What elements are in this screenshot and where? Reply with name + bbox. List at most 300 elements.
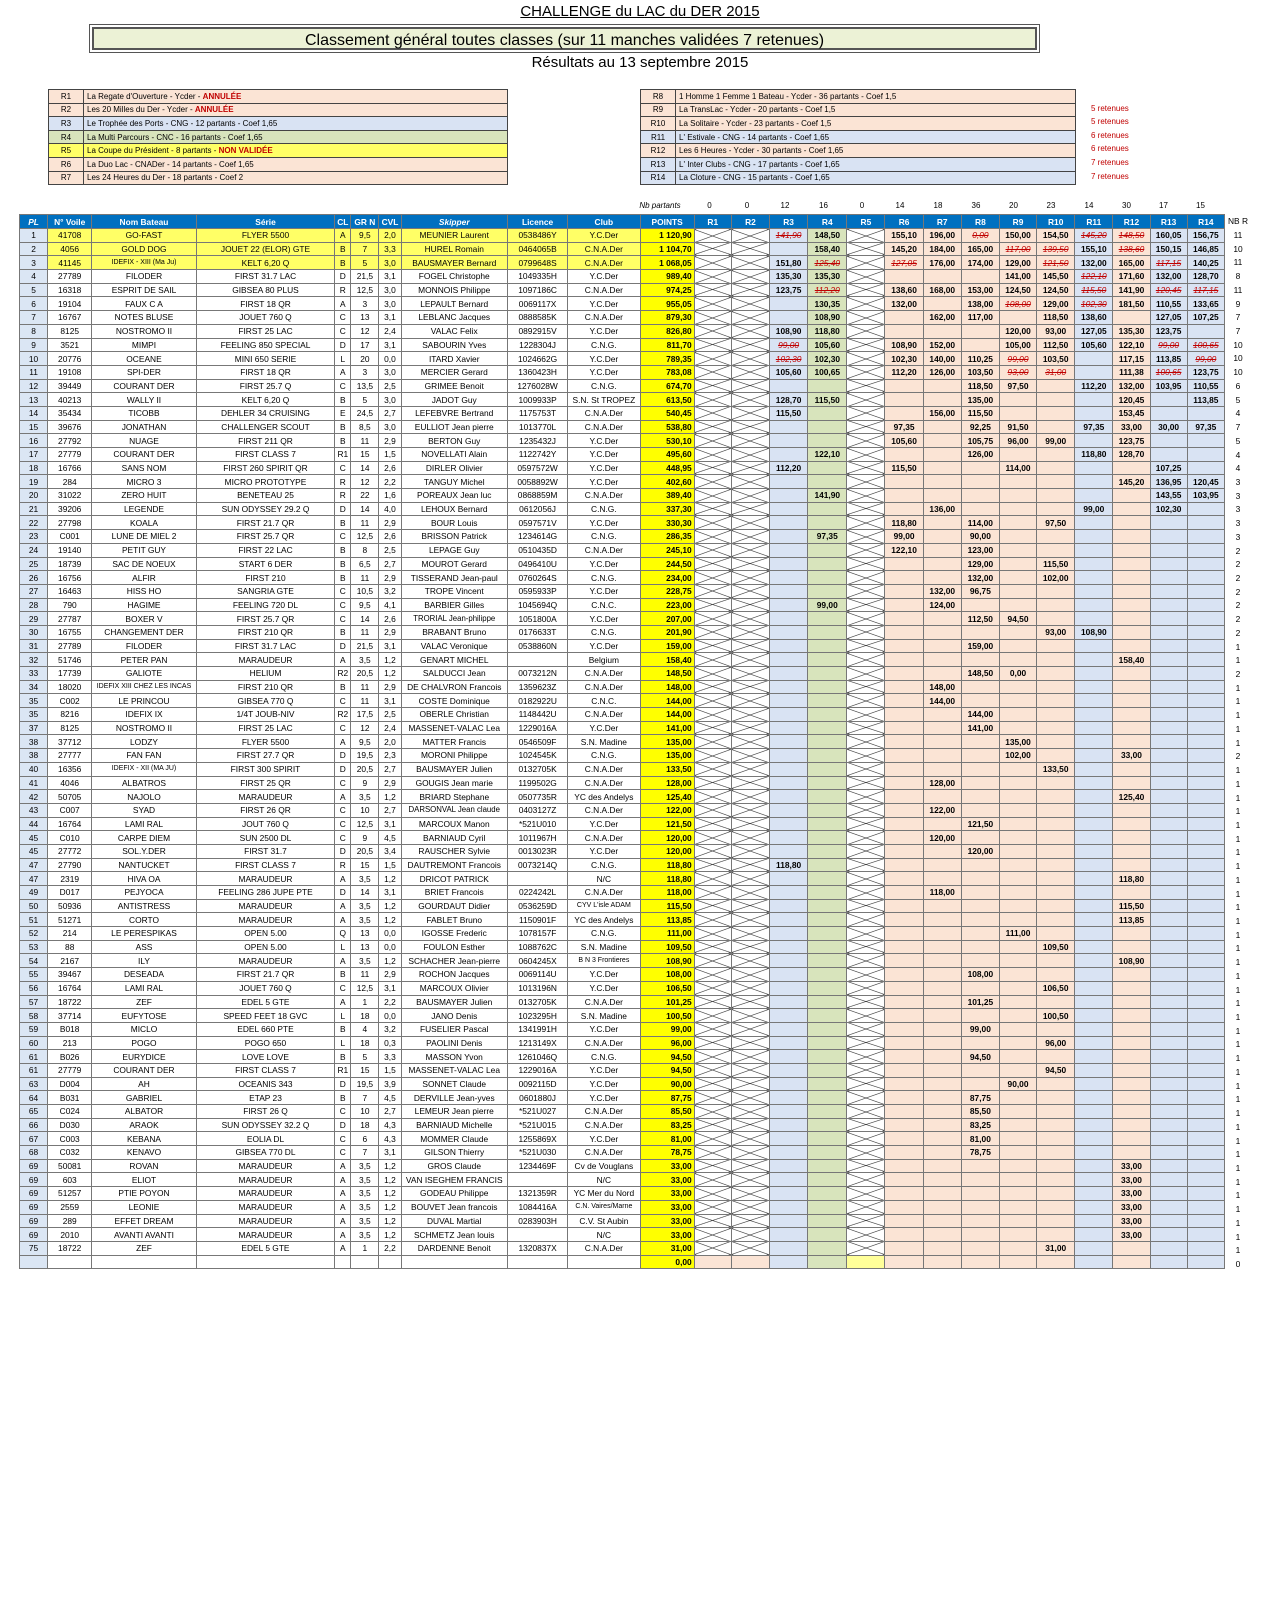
series-cell: FIRST CLASS 7 — [196, 448, 335, 462]
race-cell-r14 — [1187, 461, 1224, 475]
licence-cell: 0536259D — [507, 899, 567, 913]
series-cell: JOUT 760 Q — [196, 817, 335, 831]
race-cell-r14: 120,45 — [1187, 475, 1224, 489]
race-cell-r4 — [808, 858, 847, 872]
race-cell-r6 — [885, 749, 923, 763]
race-cell-r6 — [885, 981, 923, 995]
club-cell: Y.C.Der — [568, 324, 640, 338]
nb-partants-value: 17 — [1159, 201, 1168, 210]
sail-number-cell: 19104 — [48, 297, 92, 311]
nb-r-value: 1 — [1235, 765, 1241, 776]
race-cell-r14 — [1187, 968, 1224, 982]
legend-text — [84, 103, 508, 117]
race-cell-r13 — [1150, 968, 1187, 982]
race-cell-r2 — [731, 1105, 769, 1119]
skipper-cell: BOUVET Jean francois — [401, 1200, 507, 1214]
race-cell-r9 — [999, 502, 1036, 516]
skipper-cell: TROPE Vincent — [401, 584, 507, 598]
boat-name-cell — [92, 1255, 196, 1269]
licence-cell: 1175753T — [507, 406, 567, 420]
points-cell: 1 120,90 — [640, 229, 694, 243]
club-cell: Y.C.Der — [568, 461, 640, 475]
race-cell-r14 — [1187, 954, 1224, 968]
race-cell-r7 — [923, 1214, 961, 1228]
points-cell: 85,50 — [640, 1105, 694, 1119]
place-cell: 56 — [20, 981, 48, 995]
cvl-cell: 1,2 — [379, 913, 401, 927]
points-cell: 33,00 — [640, 1159, 694, 1173]
nb-r-value: 8 — [1235, 271, 1241, 282]
group-cell: 15 — [351, 448, 379, 462]
legend-row — [641, 117, 1076, 131]
skipper-cell: MASSENET-VALAC Lea — [401, 1063, 507, 1077]
group-cell: 3,5 — [351, 790, 379, 804]
sail-number-cell: 27777 — [48, 749, 92, 763]
race-cell-r7 — [923, 297, 961, 311]
race-cell-r2 — [731, 516, 769, 530]
race-cell-r14 — [1187, 406, 1224, 420]
sail-number-cell: D030 — [48, 1118, 92, 1132]
series-cell: SUN ODYSSEY 32.2 Q — [196, 1118, 335, 1132]
race-cell-r14: 140,25 — [1187, 256, 1224, 270]
nb-r-value: 11 — [1233, 230, 1243, 240]
race-cell-r9 — [999, 1214, 1036, 1228]
race-cell-r11: 99,00 — [1075, 502, 1113, 516]
series-cell: MARAUDEUR — [196, 790, 335, 804]
race-cell-r1 — [694, 612, 731, 626]
race-cell-r7 — [923, 612, 961, 626]
licence-cell: 1148442U — [507, 708, 567, 722]
boat-name-cell: LE PRINCOU — [92, 694, 196, 708]
boat-name-cell: GO-FAST — [92, 229, 196, 243]
nb-r-value: 7 — [1235, 312, 1241, 323]
race-cell-r4: 141,90 — [808, 489, 847, 503]
place-cell: 25 — [20, 557, 48, 571]
race-cell-r2 — [731, 1132, 769, 1146]
race-cell-r11 — [1075, 940, 1113, 954]
series-cell: JOUET 760 Q — [196, 311, 335, 325]
race-cell-r9 — [999, 1022, 1036, 1036]
race-cell-r6 — [885, 1118, 923, 1132]
club-cell: Y.C.Der — [568, 1077, 640, 1091]
boat-name-cell: CORTO — [92, 913, 196, 927]
race-cell-r7 — [923, 762, 961, 776]
place-cell: 31 — [20, 639, 48, 653]
table-row — [20, 338, 1225, 352]
race-cell-r4 — [808, 749, 847, 763]
race-cell-r9 — [999, 1200, 1036, 1214]
nb-r-value: 1 — [1235, 1066, 1241, 1077]
race-cell-r1 — [694, 995, 731, 1009]
race-cell-r11 — [1075, 708, 1113, 722]
race-cell-r6 — [885, 475, 923, 489]
group-cell: 18 — [351, 1036, 379, 1050]
race-cell-r1 — [694, 981, 731, 995]
nb-r-value: 3 — [1235, 531, 1241, 542]
series-cell: 1/4T JOUB-NIV — [196, 708, 335, 722]
licence-cell: 1097186C — [507, 283, 567, 297]
race-cell-r6 — [885, 1214, 923, 1228]
cvl-cell: 0,0 — [379, 1009, 401, 1023]
sail-number-cell: 18739 — [48, 557, 92, 571]
skipper-cell: LEHOUX Bernard — [401, 502, 507, 516]
race-cell-r4 — [808, 612, 847, 626]
race-cell-r10 — [1037, 1228, 1075, 1242]
race-cell-r10: 97,50 — [1037, 516, 1075, 530]
sail-number-cell: 39467 — [48, 968, 92, 982]
sail-number-cell: 41145 — [48, 256, 92, 270]
race-cell-r11 — [1075, 886, 1113, 900]
race-cell-r12 — [1113, 229, 1150, 243]
race-cell-r2 — [731, 461, 769, 475]
licence-cell: 0073212N — [507, 667, 567, 681]
race-cell-r5 — [847, 735, 885, 749]
race-cell-r5 — [847, 516, 885, 530]
race-cell-r10 — [1037, 1132, 1075, 1146]
race-cell-r14 — [1187, 762, 1224, 776]
nb-r-value: 4 — [1235, 449, 1241, 460]
race-cell-r6 — [885, 502, 923, 516]
nb-r-value: 1 — [1235, 806, 1241, 817]
race-cell-r2 — [731, 968, 769, 982]
group-cell: 17 — [351, 338, 379, 352]
table-row — [20, 283, 1225, 297]
race-cell-r7 — [923, 1050, 961, 1064]
race-cell-r4 — [808, 886, 847, 900]
race-cell-r14 — [1187, 1050, 1224, 1064]
race-cell-r4 — [808, 708, 847, 722]
table-row — [20, 954, 1225, 968]
nb-r-value: 1 — [1235, 970, 1241, 981]
race-cell-r14 — [1187, 694, 1224, 708]
licence-cell: 0058892W — [507, 475, 567, 489]
race-cell-r1 — [694, 776, 731, 790]
points-cell: 33,00 — [640, 1173, 694, 1187]
race-cell-r5 — [847, 1200, 885, 1214]
club-cell: Y.C.Der — [568, 639, 640, 653]
race-cell-r13 — [1150, 927, 1187, 941]
group-cell: 6 — [351, 1132, 379, 1146]
boat-name-cell: OCEANE — [92, 352, 196, 366]
licence-cell: *521U010 — [507, 817, 567, 831]
race-cell-r13 — [1150, 1132, 1187, 1146]
club-cell: C.N.G. — [568, 749, 640, 763]
race-cell-r8: 90,00 — [961, 530, 999, 544]
race-cell-r13 — [1150, 612, 1187, 626]
place-cell: 6 — [20, 297, 48, 311]
race-cell-r10 — [1037, 1200, 1075, 1214]
race-cell-r9 — [999, 981, 1036, 995]
place-cell: 4 — [20, 270, 48, 284]
race-cell-r14 — [1187, 1228, 1224, 1242]
race-cell-r3 — [770, 940, 808, 954]
race-cell-r14 — [1187, 1105, 1224, 1119]
page-title: CHALLENGE du LAC du DER 2015 — [520, 3, 760, 20]
race-cell-r1 — [694, 420, 731, 434]
race-cell-r3 — [770, 516, 808, 530]
race-cell-r9 — [999, 1241, 1036, 1255]
race-cell-r5 — [847, 475, 885, 489]
skipper-cell — [401, 1255, 507, 1269]
race-cell-r11: 112,20 — [1075, 379, 1113, 393]
series-cell: FIRST 211 QR — [196, 434, 335, 448]
nb-r-value: 2 — [1235, 559, 1241, 570]
cvl-cell: 2,7 — [379, 762, 401, 776]
race-cell-r13 — [1150, 995, 1187, 1009]
race-cell-r6 — [885, 1241, 923, 1255]
race-cell-r3 — [770, 1214, 808, 1228]
race-cell-r6 — [885, 667, 923, 681]
race-cell-r6 — [885, 1159, 923, 1173]
place-cell: 17 — [20, 448, 48, 462]
group-cell: 5 — [351, 1050, 379, 1064]
race-cell-r2 — [731, 324, 769, 338]
club-cell: Y.C.Der — [568, 229, 640, 243]
class-cell: C — [335, 598, 351, 612]
club-cell: C.N.A.Der — [568, 667, 640, 681]
nb-partants-value: 18 — [933, 201, 943, 210]
race-cell-r6 — [885, 1022, 923, 1036]
boat-name-cell: POGO — [92, 1036, 196, 1050]
race-cell-r1 — [694, 584, 731, 598]
sail-number-cell: 51746 — [48, 653, 92, 667]
race-cell-r3 — [770, 1063, 808, 1077]
race-cell-r12 — [1113, 571, 1150, 585]
place-cell: 69 — [20, 1214, 48, 1228]
race-cell-r6 — [885, 571, 923, 585]
discarded-score: 102,30 — [775, 353, 802, 364]
sail-number-cell: 51271 — [48, 913, 92, 927]
race-cell-r8 — [961, 831, 999, 845]
race-cell-r7 — [923, 1063, 961, 1077]
licence-cell: 1228304J — [507, 338, 567, 352]
nb-r-value: 1 — [1235, 1204, 1241, 1215]
sail-number-cell: 2010 — [48, 1228, 92, 1242]
race-cell-r10 — [1037, 406, 1075, 420]
race-cell-r9 — [999, 489, 1036, 503]
nb-r-value: 1 — [1235, 1025, 1241, 1036]
race-cell-r14 — [1187, 338, 1224, 352]
group-cell: 3 — [351, 297, 379, 311]
boat-name-cell: SAC DE NOEUX — [92, 557, 196, 571]
class-cell: A — [335, 1159, 351, 1173]
race-cell-r8 — [961, 886, 999, 900]
race-cell-r2 — [731, 1091, 769, 1105]
race-cell-r11 — [1075, 831, 1113, 845]
race-cell-r13 — [1150, 1022, 1187, 1036]
skipper-cell: DERVILLE Jean-yves — [401, 1091, 507, 1105]
club-cell: C.N.A.Der — [568, 1105, 640, 1119]
race-cell-r13 — [1150, 625, 1187, 639]
race-cell-r2 — [731, 1187, 769, 1201]
licence-cell: 0507735R — [507, 790, 567, 804]
skipper-cell: MARCOUX Olivier — [401, 981, 507, 995]
nb-r-value: 1 — [1235, 1108, 1241, 1119]
table-row — [20, 434, 1225, 448]
group-cell: 11 — [351, 680, 379, 694]
race-cell-r14 — [1187, 1187, 1224, 1201]
cvl-cell: 3,1 — [379, 639, 401, 653]
skipper-cell: ITARD Xavier — [401, 352, 507, 366]
sail-number-cell: 16766 — [48, 461, 92, 475]
race-cell-r2 — [731, 502, 769, 516]
boat-name-cell: IDEFIX XIII CHEZ LES INCAS — [92, 680, 196, 694]
race-cell-r9 — [999, 680, 1036, 694]
race-cell-r4 — [808, 516, 847, 530]
race-cell-r1 — [694, 1105, 731, 1119]
series-cell: EOLIA DL — [196, 1132, 335, 1146]
series-cell: MARAUDEUR — [196, 1200, 335, 1214]
points-cell: 118,80 — [640, 858, 694, 872]
club-cell: C.N.G. — [568, 858, 640, 872]
race-cell-r10: 31,00 — [1037, 1241, 1075, 1255]
race-cell-r2 — [731, 1146, 769, 1160]
legend-label: Les 24 Heures du Der - 18 partants - Coef 2 — [87, 173, 244, 183]
table-row — [20, 1214, 1225, 1228]
race-cell-r9 — [999, 1159, 1036, 1173]
place-cell: 68 — [20, 1146, 48, 1160]
group-cell: 20,5 — [351, 762, 379, 776]
place-cell: 55 — [20, 968, 48, 982]
race-cell-r2 — [731, 694, 769, 708]
legend-code: R9 — [641, 103, 676, 117]
place-cell: 2 — [20, 242, 48, 256]
race-cell-r5 — [847, 749, 885, 763]
race-cell-r7 — [923, 1187, 961, 1201]
sail-number-cell: 289 — [48, 1214, 92, 1228]
points-cell: 94,50 — [640, 1063, 694, 1077]
points-cell: 402,60 — [640, 475, 694, 489]
sail-number-cell: 4046 — [48, 776, 92, 790]
points-cell: 108,00 — [640, 968, 694, 982]
race-cell-r5 — [847, 899, 885, 913]
race-cell-r10 — [1037, 393, 1075, 407]
race-cell-r7 — [923, 721, 961, 735]
race-cell-r4 — [808, 803, 847, 817]
race-cell-r14 — [1187, 639, 1224, 653]
series-cell: EDEL 660 PTE — [196, 1022, 335, 1036]
race-cell-r6 — [885, 311, 923, 325]
points-cell: 33,00 — [640, 1200, 694, 1214]
race-cell-r11: 118,80 — [1075, 448, 1113, 462]
boat-name-cell: NAJOLO — [92, 790, 196, 804]
race-cell-r10 — [1037, 365, 1075, 379]
group-cell: 3,5 — [351, 1228, 379, 1242]
table-row — [20, 1173, 1225, 1187]
race-cell-r7 — [923, 1022, 961, 1036]
club-cell: C.N.A.Der — [568, 762, 640, 776]
race-cell-r12 — [1113, 1009, 1150, 1023]
race-cell-r3 — [770, 352, 808, 366]
points-cell: 337,30 — [640, 502, 694, 516]
race-cell-r11 — [1075, 434, 1113, 448]
race-cell-r12: 158,40 — [1113, 653, 1150, 667]
class-cell: C — [335, 831, 351, 845]
race-cell-r11 — [1075, 927, 1113, 941]
race-cell-r9 — [999, 790, 1036, 804]
sail-number-cell: 4056 — [48, 242, 92, 256]
skipper-cell: DARSONVAL Jean claude — [401, 803, 507, 817]
table-row — [20, 448, 1225, 462]
discarded-score: 139,50 — [1042, 244, 1069, 255]
race-cell-r1 — [694, 790, 731, 804]
cvl-cell: 2,0 — [379, 735, 401, 749]
class-cell: D — [335, 1077, 351, 1091]
group-cell: 12,5 — [351, 817, 379, 831]
cvl-cell: 3,1 — [379, 981, 401, 995]
race-cell-r12: 33,00 — [1113, 749, 1150, 763]
group-cell: 3,5 — [351, 1159, 379, 1173]
race-cell-r9: 114,00 — [999, 461, 1036, 475]
points-cell: 106,50 — [640, 981, 694, 995]
sail-number-cell: 16755 — [48, 625, 92, 639]
boat-name-cell: LUNE DE MIEL 2 — [92, 530, 196, 544]
race-cell-r13 — [1150, 762, 1187, 776]
cvl-cell: 2,4 — [379, 721, 401, 735]
race-cell-r12 — [1113, 817, 1150, 831]
race-cell-r6: 145,20 — [885, 242, 923, 256]
race-cell-r9 — [999, 653, 1036, 667]
race-cell-r11 — [1075, 1132, 1113, 1146]
boat-name-cell: IDEFIX - XII (MA JU) — [92, 762, 196, 776]
points-cell: 83,25 — [640, 1118, 694, 1132]
race-cell-r10 — [1037, 448, 1075, 462]
nb-partants-value: 14 — [895, 201, 905, 210]
race-cell-r6: 102,30 — [885, 352, 923, 366]
licence-cell: 1234469F — [507, 1159, 567, 1173]
skipper-cell: ROCHON Jacques — [401, 968, 507, 982]
column-header: R5 — [847, 215, 885, 229]
legend-row — [641, 144, 1076, 158]
race-cell-r4 — [808, 995, 847, 1009]
race-cell-r1 — [694, 1050, 731, 1064]
place-cell: 15 — [20, 420, 48, 434]
points-cell: 125,40 — [640, 790, 694, 804]
race-cell-r3 — [770, 762, 808, 776]
race-cell-r10 — [1037, 831, 1075, 845]
race-cell-r11 — [1075, 557, 1113, 571]
race-cell-r13: 110,55 — [1150, 297, 1187, 311]
race-cell-r7 — [923, 858, 961, 872]
licence-cell: 1024545K — [507, 749, 567, 763]
race-cell-r7 — [923, 1255, 961, 1269]
race-cell-r14 — [1187, 448, 1224, 462]
place-cell: 5 — [20, 283, 48, 297]
boat-name-cell: DESEADA — [92, 968, 196, 982]
series-cell: SANGRIA GTE — [196, 584, 335, 598]
boat-name-cell: COURANT DER — [92, 1063, 196, 1077]
race-cell-r6 — [885, 256, 923, 270]
race-cell-r13 — [1150, 434, 1187, 448]
club-cell: Y.C.Der — [568, 434, 640, 448]
legend-text — [84, 117, 508, 131]
nb-partants-value: 12 — [780, 201, 790, 210]
licence-cell: 0595933P — [507, 584, 567, 598]
race-cell-r12 — [1113, 667, 1150, 681]
nb-r-value: 1 — [1235, 819, 1241, 830]
legend-code: R3 — [49, 117, 84, 131]
race-cell-r13: 107,25 — [1150, 461, 1187, 475]
race-cell-r13 — [1150, 584, 1187, 598]
race-cell-r4: 100,65 — [808, 365, 847, 379]
race-cell-r7: 136,00 — [923, 502, 961, 516]
race-cell-r7 — [923, 817, 961, 831]
race-cell-r1 — [694, 749, 731, 763]
race-cell-r10: 109,50 — [1037, 940, 1075, 954]
club-cell: Y.C.Der — [568, 584, 640, 598]
sail-number-cell: 35434 — [48, 406, 92, 420]
race-cell-r5 — [847, 872, 885, 886]
